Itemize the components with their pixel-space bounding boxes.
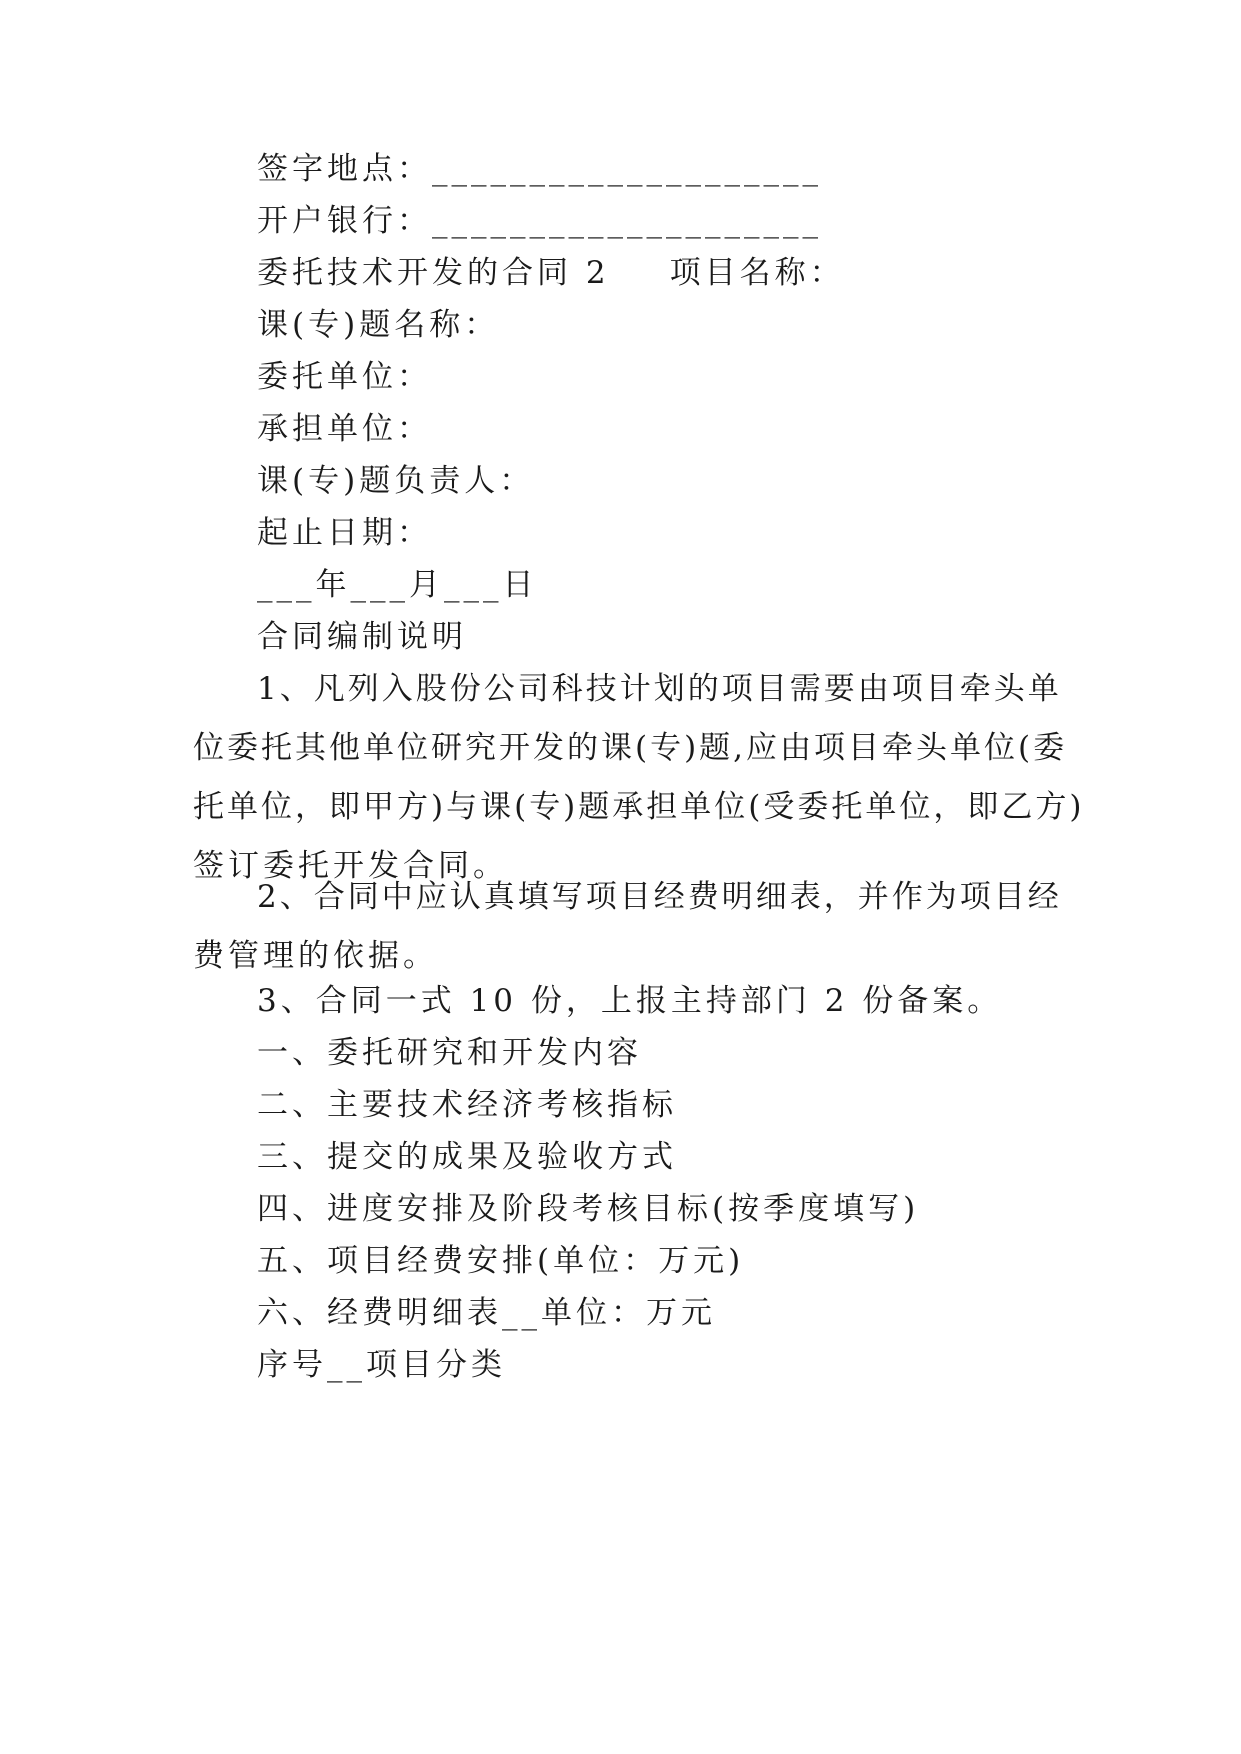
note-2 — [193, 877, 1062, 995]
field-date-range: 起止日期： — [257, 515, 432, 551]
date-blank-line: ___年___月___日 — [257, 567, 538, 603]
note-1-line: 托单位，即甲方)与课(专)题承担单位(受委托单位，即乙方) — [193, 789, 1085, 825]
field-undertaking-unit: 承担单位： — [257, 411, 432, 447]
note-1-line: 1、凡列入股份公司科技计划的项目需要由项目牵头单 — [257, 671, 1062, 707]
field-topic-lead: 课(专)题负责人： — [257, 463, 535, 499]
section-4: 四、进度安排及阶段考核目标(按季度填写) — [257, 1191, 920, 1227]
contract-title: 委托技术开发的合同 2 — [257, 255, 610, 291]
note-1-line: 位委托其他单位研究开发的课(专)题,应由项目牵头单位(委 — [193, 730, 1068, 766]
section-3: 三、提交的成果及验收方式 — [257, 1139, 677, 1175]
section-1: 一、委托研究和开发内容 — [257, 1035, 642, 1071]
section-5: 五、项目经费安排(单位：万元) — [257, 1243, 745, 1279]
contract-title-line — [257, 253, 845, 293]
compilation-notes-heading: 合同编制说明 — [257, 619, 467, 655]
field-commissioning-unit: 委托单位： — [257, 359, 432, 395]
project-name-label: 项目名称： — [669, 255, 845, 291]
signing-place-line: 签字地点：____________________ — [257, 151, 822, 187]
note-3 — [193, 981, 1053, 1040]
note-2-line: 2、合同中应认真填写项目经费明细表，并作为项目经 — [257, 879, 1062, 915]
section-2: 二、主要技术经济考核指标 — [257, 1087, 677, 1123]
note-3-line: 3、合同一式 10 份，上报主持部门 2 份备案。 — [257, 983, 1003, 1019]
note-1-line: 签订委托开发合同。 — [193, 848, 508, 884]
field-topic-name: 课(专)题名称： — [257, 307, 500, 343]
bank-line: 开户银行：____________________ — [257, 203, 822, 239]
table-header-line: 序号__项目分类 — [257, 1347, 506, 1383]
note-1 — [193, 669, 1085, 905]
section-6: 六、经费明细表__单位：万元 — [257, 1295, 716, 1331]
note-2-line: 费管理的依据。 — [193, 938, 438, 974]
